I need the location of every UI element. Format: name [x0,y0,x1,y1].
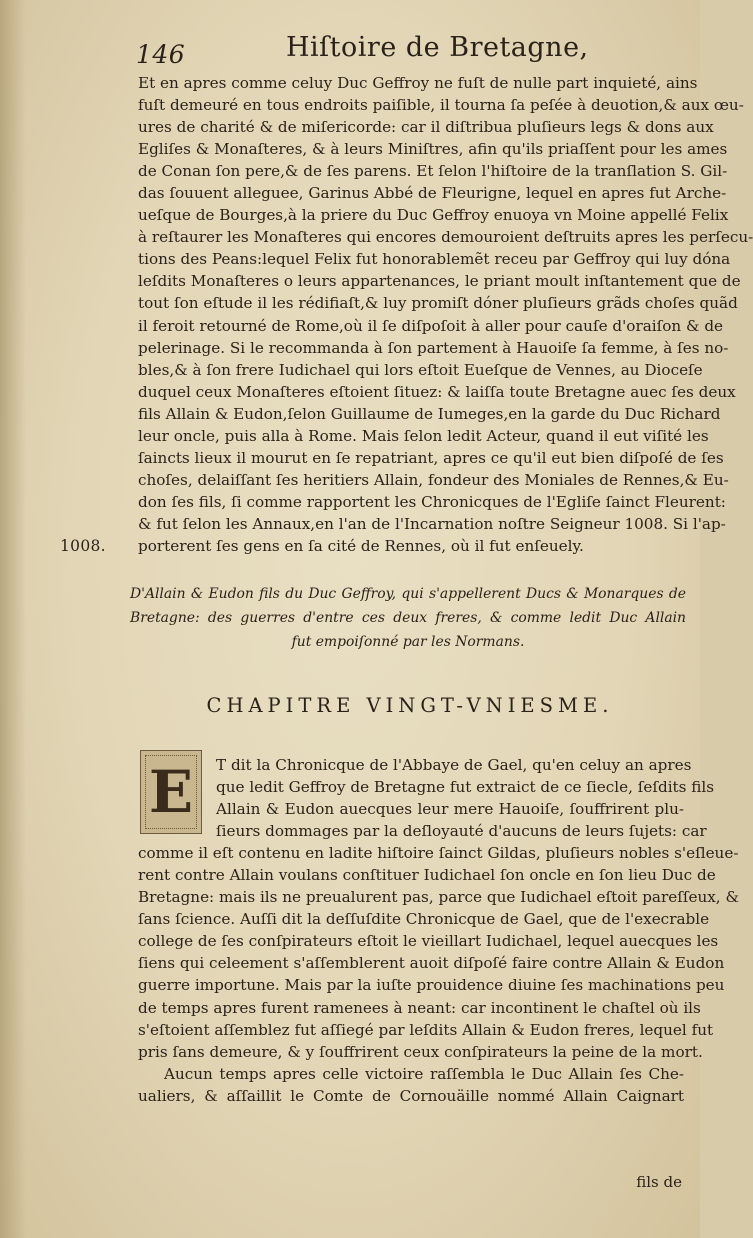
chapter-line: Bretagne: mais ils ne preualurent pas, parce que Iudichael eſtoit pareſſeux, & [138,888,739,907]
ornamental-drop-cap: E [140,750,202,834]
chapter-line: s'eſtoient aſſemblez fut aſſiegé par leſdits Allain & Eudon freres, lequel fut [138,1020,714,1039]
body-line: Egliſes & Monaſteres, & à leurs Miniſtres, afin qu'ils priaſſent pour les ames [138,140,728,159]
body-line: de Conan ſon pere,& de ſes parens. Et ſelon l'hiſtoire de la tranſlation S. Gil- [138,162,728,181]
body-line: bles,& à ſon frere Iudichael qui lors eſtoit Eueſque de Vennes, au Dioceſe [138,360,703,379]
body-line: ſaincts lieux il mourut en ſe repatriant, apres ce qu'il eut bien diſpoſé de ſes [138,448,724,467]
body-text [138,72,753,557]
summary-line: fut empoiſonné par les Normans. [291,634,525,650]
body-line: pelerinage. Si le recommanda à ſon partement à Hauoiſe ſa femme, à ſes no- [138,338,729,357]
chapter-line: T dit la Chronicque de l'Abbaye de Gael, qu'en celuy an apres [216,756,692,774]
chapter-line: rent contre Allain voulans conſtituer Iudichael ſon oncle en ſon lieu Duc de [138,866,716,885]
body-line: tions des Peans:lequel Felix fut honorablemẽt receu par Geffroy qui luy dóna [138,250,731,269]
body-line: das ſouuent alleguee, Garinus Abbé de Fleurigne, lequel en apres fut Arche- [138,184,727,203]
body-line: fuſt demeuré en tous endroits paiſible, il tourna ſa peſée à deuotion,& aux œu- [138,96,744,115]
chapter-line: de temps apres furent ramenees à neant: car incontinent le chaſtel où ils [138,998,701,1017]
chapter-text [138,754,739,1107]
chapter-summary [130,582,686,654]
summary-line: D'Allain & Eudon fils du Duc Geffroy, qui s'appellerent Ducs & Monarques de [130,586,686,602]
body-line: leur oncle, puis alla à Rome. Mais ſelon ledit Acteur, quand il eut viſité les [138,426,709,445]
chapter-line: Aucun temps apres celle victoire raſſembla le Duc Allain ſes Che- [164,1064,684,1083]
chapter-line: college de ſes conſpirateurs eſtoit le vieillart Iudichael, lequel auecques les [138,932,719,951]
body-line: duquel ceux Monaſteres eſtoient ſituez: & laiſſa toute Bretagne auec ſes deux [138,382,736,401]
body-line: don ſes fils, ſi comme rapportent les Chronicques de l'Egliſe ſainct Fleurent: [138,492,726,511]
body-line: choſes, delaiſſant ſes heritiers Allain, fondeur des Moniales de Rennes,& Eu- [138,470,729,489]
chapter-line: ſiens qui celeement s'aſſemblerent auoit diſpoſé faire contre Allain & Eudon [138,954,725,973]
chapter-line: comme il eſt contenu en ladite hiſtoire ſainct Gildas, pluſieurs nobles s'eſleue- [138,844,739,863]
body-line: leſdits Monaſteres o leurs appartenances, le priant moult inſtantement que de [138,272,741,291]
body-line: à reſtaurer les Monaſteres qui encores demouroient deſtruits apres les perſecu- [138,228,753,247]
body-line: porterent ſes gens en ſa cité de Rennes, où il fut enſeuely. [138,536,584,555]
body-line: fils Allain & Eudon,ſelon Guillaume de Iumeges,en la garde du Duc Richard [138,404,721,423]
running-head: Hiſtoire de Bretagne, [286,32,589,63]
chapter-line: ſieurs dommages par la deſloyauté d'aucuns de leurs ſujets: car [216,822,707,841]
body-line: il feroit retourné de Rome,où il ſe diſpoſoit à aller pour cauſe d'oraiſon & de [138,316,724,335]
body-line: & fut ſelon les Annaux,en l'an de l'Incarnation noſtre Seigneur 1008. Si l'ap- [138,514,726,533]
body-line: Et en apres comme celuy Duc Geffroy ne fuſt de nulle part inquieté, ains [138,74,698,92]
body-line: ueſque de Bourges,à la priere du Duc Geffroy enuoya vn Moine appellé Felix [138,206,729,225]
page-number: 146 [136,40,186,69]
chapter-line: que ledit Geffroy de Bretagne fut extraict de ce ſiecle, ſeſdits fils [216,778,715,797]
margin-date-note: 1008. [60,537,106,555]
binding-shadow [0,0,26,1238]
chapter-line: pris ſans demeure, & y ſouffrirent ceux conſpirateurs la peine de la mort. [138,1042,703,1061]
catchword: fils de [636,1173,682,1191]
body-line: tout ſon eſtude il les rédifiaſt,& luy promiſt dóner pluſieurs grãds choſes quãd [138,294,738,313]
chapter-title: CHAPITRE VINGT-VNIESME. [206,694,614,717]
chapter-line: Allain & Eudon auecques leur mere Hauoiſe, ſouffrirent plu- [216,800,684,819]
summary-line: Bretagne: des guerres d'entre ces deux freres, & comme ledit Duc Allain [130,610,686,626]
chapter-line: guerre importune. Mais par la iuſte prouidence diuine ſes machinations peu [138,976,725,995]
body-line: ures de charité & de miſericorde: car il diſtribua pluſieurs legs & dons aux [138,118,714,137]
chapter-line: ſans ſcience. Auſſi dit la deſſuſdite Chronicque de Gael, que de l'execrable [138,910,710,929]
chapter-line: ualiers, & aſſaillit le Comte de Cornouäille nommé Allain Caignart [138,1086,684,1105]
